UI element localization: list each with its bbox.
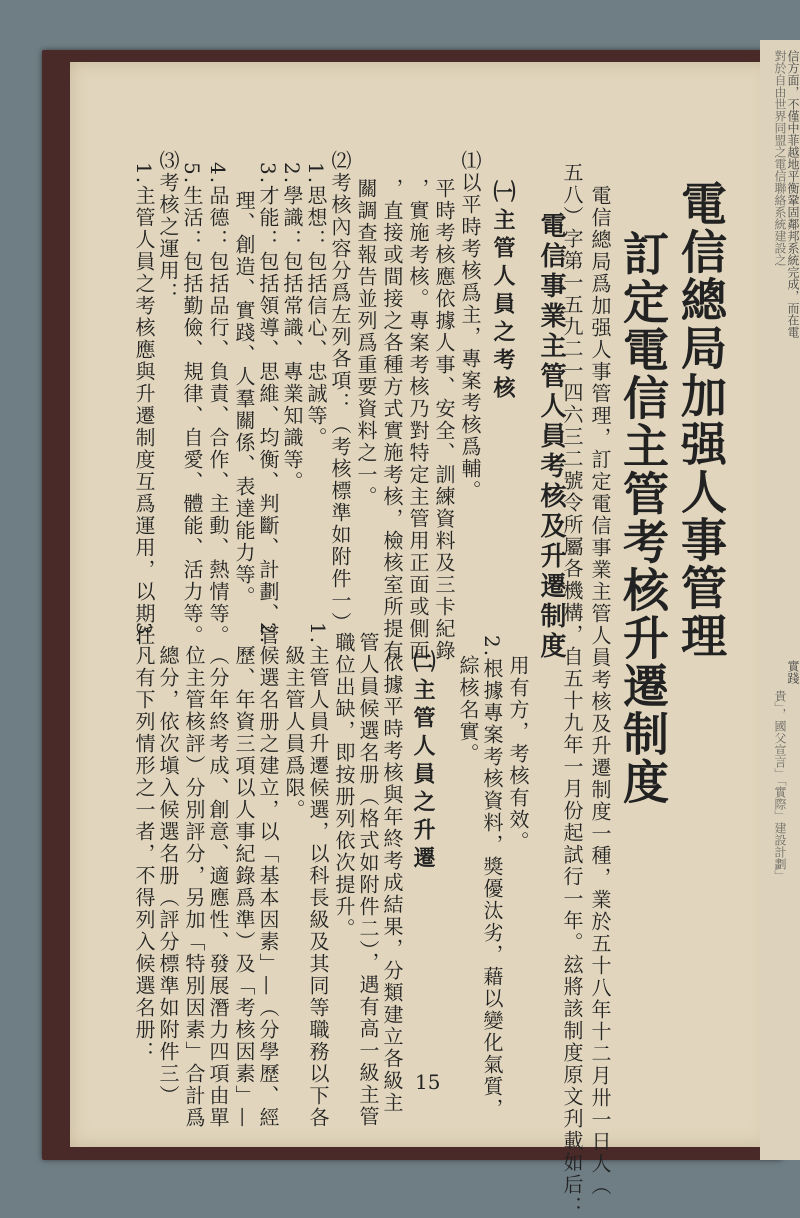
facing-page-line: 信方面，不僅中菲越地平衡鞏固鄰邦系統完成，而在電 bbox=[786, 50, 800, 338]
paragraph-line: 綜核名實。 bbox=[456, 655, 480, 765]
paragraph-line: ⑴以平時考核爲主，專案考核爲輔。 bbox=[458, 150, 482, 502]
list-item: 2.學識：包括常識、專業知識等。 bbox=[280, 162, 304, 494]
article-title-line-1: 電信總局加强人事管理 bbox=[674, 180, 728, 660]
list-item: 理、創造、實踐、人羣關係、表達能力等。 bbox=[232, 190, 256, 608]
section-heading-promotion: ㈡主管人員之升遷 bbox=[410, 650, 436, 874]
paragraph-line: 歷、年資三項以人事紀錄爲準）及「考核因素」— bbox=[232, 645, 256, 1129]
section-heading-assessment: ㈠主管人員之考核 bbox=[490, 180, 516, 404]
paragraph-line: 位主管核評）分別評分，另加「特別因素」合計爲 bbox=[182, 645, 206, 1129]
list-item: 1.主管人員升遷候選，以科長級及其同等職務以下各 bbox=[306, 622, 330, 1130]
list-item: 1.主管人員之考核應與升遷制度互爲運用，以期任 bbox=[132, 162, 156, 648]
list-item: ⑶考核之運用： bbox=[156, 150, 180, 304]
paragraph-line: ，實施考核。專案考核乃對特定主管用正面或側面 bbox=[406, 178, 430, 662]
paragraph-line: 總分，依次塡入候選名册（評分標準如附件三） bbox=[156, 645, 180, 1107]
paragraph-line: （分年終考成、創意、適應性、發展潛力四項由單 bbox=[206, 645, 230, 1129]
article-title-line-2: 訂定電信主管考核升遷制度 bbox=[616, 230, 670, 806]
page-number: 15 bbox=[415, 1070, 441, 1094]
list-item: 3.凡有下列情形之一者，不得列入候選名册： bbox=[132, 622, 156, 1064]
paragraph-line: ⑵考核內容分爲左列各項：（考核標準如附件一） bbox=[328, 150, 352, 634]
list-item: 1.思想：包括信心、忠誠等。 bbox=[304, 162, 328, 450]
facing-page bbox=[760, 40, 800, 1160]
intro-line: 電信總局爲加强人事管理，訂定電信事業主管人員考核及升遷制度一種，業於五十八年十二月卅一日人（ bbox=[588, 185, 612, 1197]
paragraph-line: 職位出缺，即按册列依次提升。 bbox=[332, 632, 356, 940]
paragraph-line: 關調查報告並列爲重要資料之一。 bbox=[354, 178, 378, 508]
paragraph-line: 級主管人員爲限。 bbox=[282, 645, 306, 821]
list-item: 2.根據專案考核資料，獎優汰劣，藉以變化氣質， bbox=[480, 635, 504, 1121]
paragraph-line: 依據平時考核與年終考成結果，分類建立各級主 bbox=[380, 652, 404, 1114]
list-item: 2.候選名册之建立，以「基本因素」—（分學歷、經 bbox=[256, 622, 280, 1130]
paragraph-line: 平時考核應依據人事、安全、訓練資料及三卡紀錄 bbox=[432, 178, 456, 662]
list-item: 4.品德：包括品行、負責、合作、主動、熱情等。 bbox=[206, 162, 230, 648]
regulation-title: 電信事業主管人員考核及升遷制度 bbox=[536, 212, 566, 662]
list-item: 5.生活：包括勤儉、規律、自愛、體能、活力等。 bbox=[180, 162, 204, 648]
paragraph-line: 管人員候選名册（格式如附件二），遇有高一級主管 bbox=[356, 632, 380, 1128]
list-item: 3.才能：包括領導、思維、均衡、判斷、計劃、管 bbox=[256, 162, 280, 648]
paragraph-line: 用有方，考核有效。 bbox=[506, 655, 530, 853]
facing-page-line: 貴」，國父宣言」「實際」建設計劃」 bbox=[773, 690, 787, 882]
paragraph-line: ，直接或間接之各種方式實施考核，檢核室所提有 bbox=[380, 178, 404, 662]
intro-line: 五八）字第一五九二一四六三二號令所屬各機構，自五十九年一月份起試行一年。玆將該制度原文刋載如后： bbox=[560, 162, 584, 1218]
facing-page-line: 實踐 bbox=[786, 660, 800, 684]
facing-page-line: 對於自由世界同盟之電信聯絡系統建設之 bbox=[773, 50, 787, 266]
